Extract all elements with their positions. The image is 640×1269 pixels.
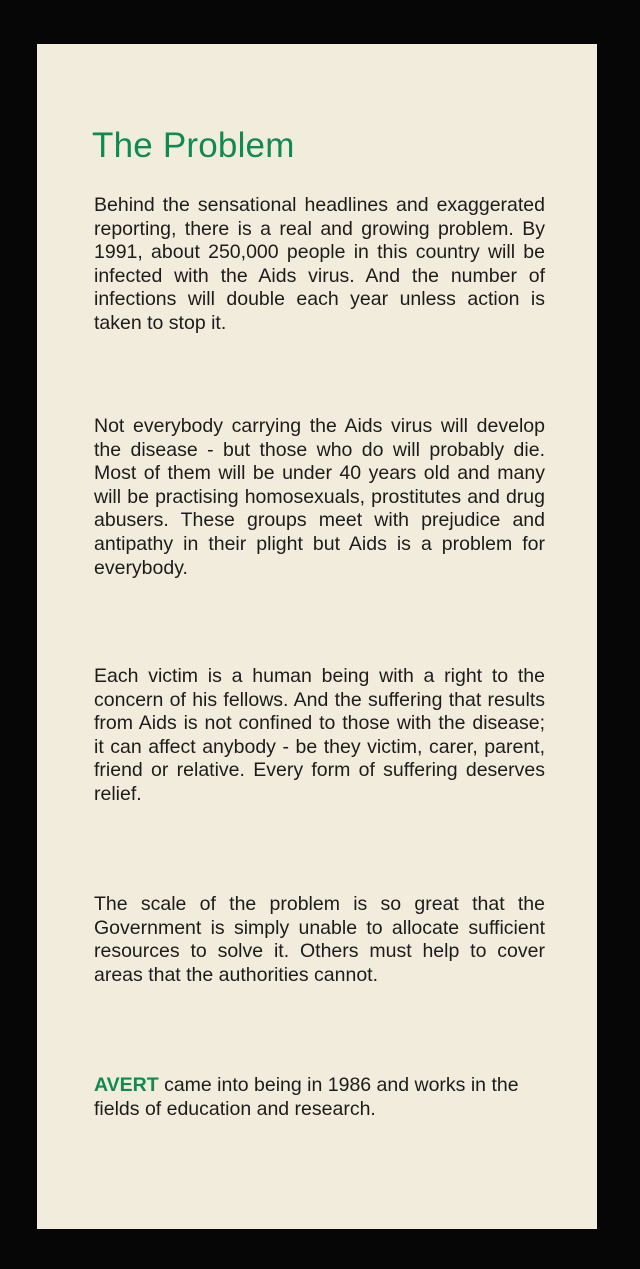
- paragraph-4: The scale of the problem is so great that the Government is simply unable to allocate sufficient resources to solve it. Others must help to cover areas that the authorities cannot.: [94, 893, 545, 986]
- page-title: The Problem: [92, 126, 295, 165]
- paragraph-1: Behind the sensational headlines and exaggerated reporting, there is a real and growing problem. By 1991, about 250,000 people in this country will be infected with the Aids virus. And the number of infections will double each year unless action is taken to stop it.: [94, 194, 545, 334]
- leaflet-page: [37, 44, 597, 1229]
- closing-text: came into being in 1986 and works in the fields of education and research.: [94, 1074, 519, 1120]
- brand-name: AVERT: [94, 1074, 159, 1096]
- paragraph-2: Not everybody carrying the Aids virus will develop the disease - but those who do will probably die. Most of them will be under 40 years old and many will be practising homosexuals, prostitutes and drug abusers. These groups meet with prejudice and antipathy in their plight but Aids is a problem for everybody.: [94, 415, 545, 579]
- paragraph-3: Each victim is a human being with a right to the concern of his fellows. And the suffering that results from Aids is not confined to those with the disease; it can affect anybody - be they victim, carer, parent, friend or relative. Every form of suffering deserves relief.: [94, 665, 545, 805]
- closing-paragraph: [94, 1074, 545, 1121]
